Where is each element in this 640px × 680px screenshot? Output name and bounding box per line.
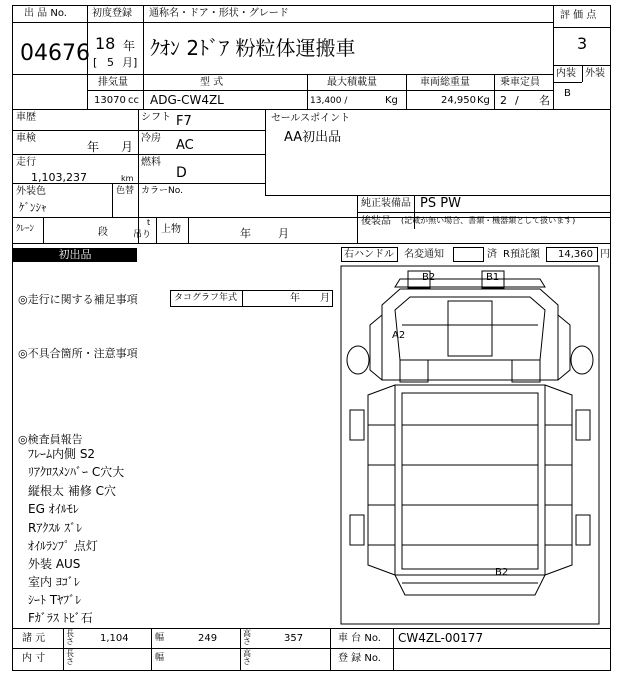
inspection-month-unit: 月 xyxy=(121,140,134,154)
reg-label: 登 録 No. xyxy=(338,653,381,664)
list-item: ﾌﾚｰﾑ内側 S2 xyxy=(28,447,96,461)
max-load-label: 最大積載量 xyxy=(327,77,377,88)
interior-label: 内装 xyxy=(556,68,576,79)
grade-label: 評 価 点 xyxy=(560,10,597,21)
length-label: 長さ xyxy=(66,629,74,646)
sales-point: AA初出品 xyxy=(284,130,342,145)
damage-mark-a2: A2 xyxy=(392,330,406,341)
inner-height-label: 高さ xyxy=(243,649,251,666)
mileage-label: 走行 xyxy=(16,157,36,168)
first-reg-month: 5 xyxy=(107,56,114,69)
inner-length-label: 長さ xyxy=(66,649,74,666)
interior-grade: B xyxy=(564,88,571,99)
displacement-label: 排気量 xyxy=(98,77,128,88)
mileage-unit: km xyxy=(121,174,134,183)
month-open: [ xyxy=(93,56,98,69)
recycle-fee-unit: 円 xyxy=(600,249,610,260)
ton-label: t xyxy=(147,218,151,227)
list-item: ｼｰﾄ Tﾔﾌﾞﾚ xyxy=(28,593,82,607)
list-item: Rｱｸｽﾙ ｽﾞﾚ xyxy=(28,521,83,535)
ac-value: AC xyxy=(176,138,194,153)
extra-label: 上物 xyxy=(161,224,181,235)
gross-weight-label: 車両総重量 xyxy=(420,77,470,88)
model-code-label: 型 式 xyxy=(200,77,224,88)
list-item: EG ｵｲﾙﾓﾚ xyxy=(28,502,79,516)
recycle-label: 済 xyxy=(487,249,497,260)
tacho-year-unit: 年 xyxy=(290,293,300,304)
recycle-fee-label: R預託額 xyxy=(503,249,540,260)
displacement-unit: cc xyxy=(128,95,139,106)
color-value: ｹﾞﾝｼｬ xyxy=(19,201,47,214)
extra-year-unit: 年 xyxy=(240,227,251,240)
color-no-label: カラーNo. xyxy=(141,186,183,196)
equipment-label: 純正装備品 xyxy=(361,198,411,209)
list-item: Fｶﾞﾗｽ ﾄﾋﾞ石 xyxy=(28,611,93,625)
max-load-unit: Kg xyxy=(385,95,398,106)
first-listing-banner: 初出品 xyxy=(13,248,137,262)
color-change-label: 色替 xyxy=(116,186,135,196)
year-unit: 年 xyxy=(123,39,136,53)
lift-label: 吊り xyxy=(133,230,152,240)
list-item: ｵｲﾙﾗﾝﾌﾟ 点灯 xyxy=(28,539,98,553)
list-item: 室内 ﾖｺﾞﾚ xyxy=(28,575,80,589)
steering-value: 右ハンドル xyxy=(344,249,394,260)
fuel-label: 燃料 xyxy=(141,157,161,168)
defects-label: ◎不具合箇所・注意事項 xyxy=(18,347,138,360)
fuel-value: D xyxy=(176,165,187,181)
sales-point-label: セールスポイント xyxy=(271,113,351,124)
inner-width-label: 幅 xyxy=(155,653,165,663)
damage-mark-b2-top: B2 xyxy=(422,272,436,283)
model-label: 通称名・ドア・形状・グレード xyxy=(149,8,289,19)
color-label: 外装色 xyxy=(16,186,46,197)
stage-label: 段 xyxy=(98,227,108,238)
tacho-month-unit: 月 xyxy=(320,293,330,304)
driving-remarks-label: ◎走行に関する補足事項 xyxy=(18,293,138,306)
capacity-value: 2 xyxy=(500,94,507,107)
inspection-year-unit: 年 xyxy=(87,140,100,154)
displacement-value: 13070 xyxy=(94,95,126,106)
tachograph-label: タコグラフ年式 xyxy=(174,293,238,303)
damage-mark-b2-bottom: B2 xyxy=(495,567,509,578)
aftermarket-label: 後装品 xyxy=(361,216,391,227)
crane-label: ｸﾚｰﾝ xyxy=(16,224,35,234)
shift-value: F7 xyxy=(176,114,192,129)
inner-dims-label: 内 寸 xyxy=(22,653,46,664)
truck-diagram xyxy=(340,265,600,625)
month-unit: 月] xyxy=(122,56,138,69)
first-reg-year: 18 xyxy=(95,34,116,53)
name-change-label: 名変通知 xyxy=(404,249,444,260)
capacity-label: 乗車定員 xyxy=(500,77,540,88)
max-load-value: 13,400 / xyxy=(310,96,348,106)
list-item: 外装 AUS xyxy=(28,557,81,571)
equipment-value: PS PW xyxy=(420,196,461,211)
inspection-label: 車検 xyxy=(16,133,36,144)
recycle-fee: 14,360 xyxy=(558,249,593,260)
shift-label: シフト xyxy=(141,112,171,123)
height-label: 高さ xyxy=(243,629,251,646)
inspector-label: ◎検査員報告 xyxy=(18,433,83,446)
extra-month-unit: 月 xyxy=(278,227,289,240)
lot-number: 04676 xyxy=(20,41,90,66)
length-value: 1,104 xyxy=(100,633,129,644)
lot-label: 出 品 No. xyxy=(24,8,67,19)
dims-label: 諸 元 xyxy=(22,633,46,644)
height-value: 357 xyxy=(284,633,304,644)
gross-weight-unit: Kg xyxy=(477,95,490,106)
width-value: 249 xyxy=(198,633,218,644)
history-label: 車歴 xyxy=(16,112,36,123)
overall-grade: 3 xyxy=(577,34,588,53)
width-label: 幅 xyxy=(155,633,165,643)
chassis-label: 車 台 No. xyxy=(338,633,381,644)
mileage-value: 1,103,237 xyxy=(31,171,87,184)
first-reg-label: 初度登録 xyxy=(92,8,132,19)
gross-weight-value: 24,950 xyxy=(441,95,476,106)
ac-label: 冷房 xyxy=(141,133,161,144)
list-item: 縦根太 補修 C穴 xyxy=(28,484,117,498)
model-code: ADG-CW4ZL xyxy=(150,93,224,107)
chassis-number: CW4ZL-00177 xyxy=(398,631,484,645)
name-change-box xyxy=(453,247,484,262)
damage-mark-b1: B1 xyxy=(486,272,500,283)
aftermarket-note: (記載が無い場合、書類・機器類として扱います) xyxy=(401,216,576,225)
capacity-sep: / xyxy=(515,94,519,107)
exterior-label: 外装 xyxy=(585,68,605,79)
list-item: ﾘｱｸﾛｽﾒﾝﾊﾞｰ C穴大 xyxy=(28,465,125,479)
capacity-unit: 名 xyxy=(539,94,550,107)
vehicle-name: ｸｵﾝ 2ﾄﾞｱ 粉粒体運搬車 xyxy=(150,36,356,60)
